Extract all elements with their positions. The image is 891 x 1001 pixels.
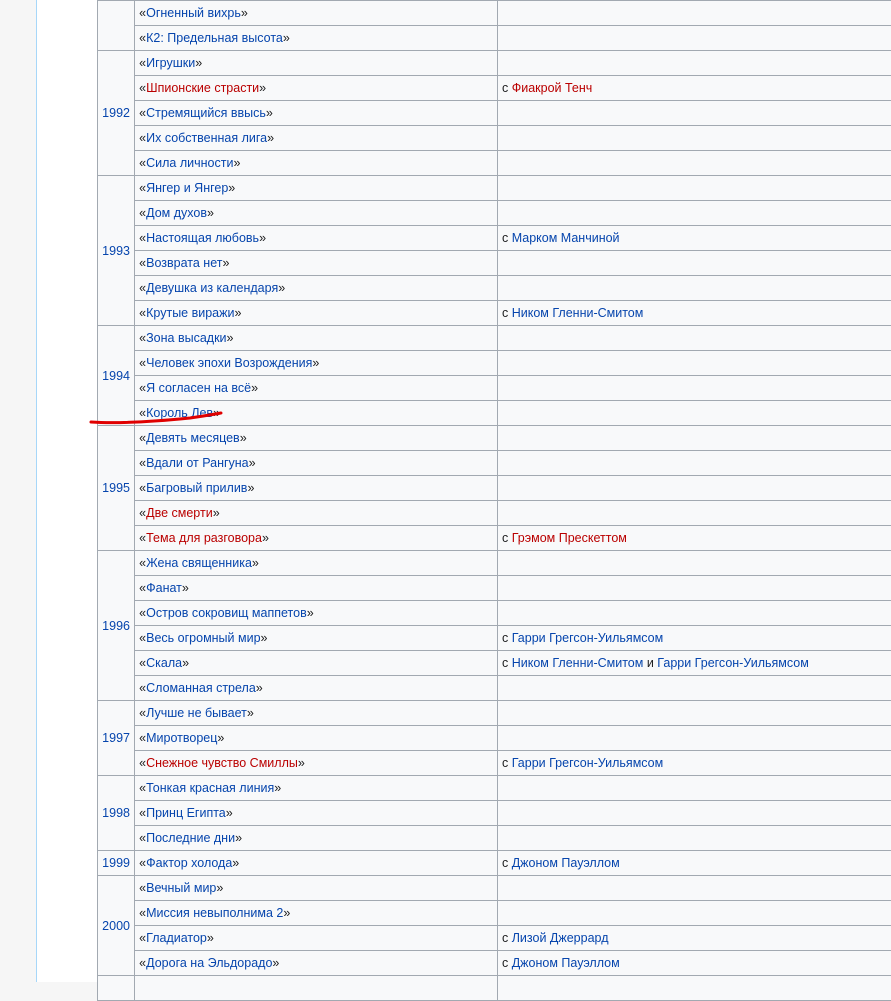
quote-open: « [139, 631, 146, 645]
table-row [98, 276, 891, 301]
quote-close: » [247, 481, 254, 495]
collaborator-cell [497, 451, 891, 476]
collaborator-link[interactable]: Гарри Грегсон-Уильямсом [512, 756, 664, 770]
collaborator-cell [497, 376, 891, 401]
quote-open: « [139, 6, 146, 20]
table-row [98, 751, 891, 776]
film-cell [135, 226, 498, 251]
film-title-link[interactable]: Янгер и Янгер [146, 181, 228, 195]
table-row [98, 826, 891, 851]
quote-open: « [139, 456, 146, 470]
table-row [98, 926, 891, 951]
film-cell [135, 526, 498, 551]
collaborator-cell [497, 751, 891, 776]
quote-close: » [240, 431, 247, 445]
table-row [98, 76, 891, 101]
year-cell [98, 976, 135, 1001]
collaborator-cell [497, 301, 891, 326]
film-title-link[interactable]: Снежное чувство Смиллы [146, 756, 298, 770]
quote-close: » [233, 156, 240, 170]
film-cell [135, 26, 498, 51]
quote-close: » [312, 356, 319, 370]
table-row [98, 351, 891, 376]
film-cell [135, 651, 498, 676]
quote-close: » [217, 731, 224, 745]
film-cell [135, 851, 498, 876]
collaborator-cell [497, 426, 891, 451]
film-title-link[interactable]: Две смерти [146, 506, 213, 520]
collaborator-cell [497, 251, 891, 276]
quote-close: » [262, 531, 269, 545]
collaborator-link[interactable]: Лизой Джеррард [512, 931, 609, 945]
collaborator-cell [497, 576, 891, 601]
table-row [98, 376, 891, 401]
quote-open: « [139, 481, 146, 495]
collaborator-prefix: с [502, 656, 512, 670]
film-title-link[interactable]: Лучше не бывает [146, 706, 247, 720]
film-cell [135, 976, 498, 1001]
quote-close: » [307, 606, 314, 620]
quote-close: » [232, 856, 239, 870]
film-cell [135, 701, 498, 726]
film-title-link[interactable]: Последние дни [146, 831, 235, 845]
table-row [98, 901, 891, 926]
collaborator-cell [497, 926, 891, 951]
table-row [98, 451, 891, 476]
collaborator-cell [497, 201, 891, 226]
film-title-link[interactable]: Их собственная лига [146, 131, 267, 145]
quote-open: « [139, 306, 146, 320]
film-cell [135, 426, 498, 451]
film-title-link[interactable]: Огненный вихрь [146, 6, 241, 20]
table-row [98, 1, 891, 26]
film-title-link[interactable]: Дом духов [146, 206, 207, 220]
collaborator-link[interactable]: Грэмом Прескеттом [512, 531, 627, 545]
collaborator-link[interactable]: Гарри Грегсон-Уильямсом [512, 631, 664, 645]
quote-open: « [139, 906, 146, 920]
quote-open: « [139, 731, 146, 745]
film-title-link[interactable]: Крутые виражи [146, 306, 234, 320]
film-cell [135, 376, 498, 401]
table-row [98, 601, 891, 626]
table-row [98, 401, 891, 426]
quote-open: « [139, 706, 146, 720]
collaborator-prefix: с [502, 231, 512, 245]
film-cell [135, 1, 498, 26]
collaborator-cell [497, 976, 891, 1001]
quote-close: » [261, 631, 268, 645]
quote-open: « [139, 881, 146, 895]
year-link[interactable]: 1994 [102, 369, 130, 383]
collaborator-link[interactable]: Джоном Пауэллом [512, 956, 620, 970]
table-row [98, 426, 891, 451]
collaborator-link[interactable]: Фиакрой Тенч [512, 81, 593, 95]
film-cell [135, 576, 498, 601]
film-cell [135, 326, 498, 351]
quote-open: « [139, 756, 146, 770]
quote-open: « [139, 806, 146, 820]
quote-close: » [182, 581, 189, 595]
table-row [98, 201, 891, 226]
film-cell [135, 601, 498, 626]
film-title-link[interactable]: Девять месяцев [146, 431, 240, 445]
table-row [98, 501, 891, 526]
quote-close: » [226, 806, 233, 820]
table-row [98, 226, 891, 251]
film-title-link[interactable]: Шпионские страсти [146, 81, 259, 95]
quote-close: » [251, 381, 258, 395]
collaborator-cell [497, 826, 891, 851]
quote-close: » [241, 6, 248, 20]
quote-open: « [139, 581, 146, 595]
quote-open: « [139, 256, 146, 270]
quote-open: « [139, 656, 146, 670]
table-row [98, 876, 891, 901]
quote-open: « [139, 356, 146, 370]
collaborator-link[interactable]: Джоном Пауэллом [512, 856, 620, 870]
film-title-link[interactable]: Возврата нет [146, 256, 222, 270]
collaborator-cell [497, 526, 891, 551]
quote-open: « [139, 606, 146, 620]
film-cell [135, 926, 498, 951]
quote-open: « [139, 106, 146, 120]
film-title-link[interactable]: Вечный мир [146, 881, 216, 895]
quote-open: « [139, 781, 146, 795]
quote-close: » [266, 106, 273, 120]
table-row [98, 676, 891, 701]
film-title-link[interactable]: Настоящая любовь [146, 231, 259, 245]
filmography-table [97, 0, 891, 1001]
table-row [98, 551, 891, 576]
quote-close: » [213, 406, 220, 420]
table-row [98, 951, 891, 976]
film-title-link[interactable]: Багровый прилив [146, 481, 247, 495]
year-cell[interactable] [98, 326, 135, 426]
collaborator-cell [497, 601, 891, 626]
collaborator-cell [497, 551, 891, 576]
collaborator-cell [497, 76, 891, 101]
film-title-link[interactable]: К2: Предельная высота [146, 31, 283, 45]
film-cell [135, 501, 498, 526]
collaborator-cell [497, 401, 891, 426]
collaborator-link[interactable]: Ником Гленни-Смитом [512, 306, 644, 320]
collaborator-cell [497, 176, 891, 201]
quote-close: » [182, 656, 189, 670]
year-link[interactable]: 1992 [102, 106, 130, 120]
quote-close: » [207, 931, 214, 945]
year-cell[interactable] [98, 851, 135, 876]
film-title-link[interactable]: Весь огромный мир [146, 631, 260, 645]
film-cell [135, 626, 498, 651]
quote-close: » [259, 231, 266, 245]
quote-close: » [216, 881, 223, 895]
quote-open: « [139, 231, 146, 245]
film-cell [135, 101, 498, 126]
film-cell [135, 151, 498, 176]
table-row [98, 576, 891, 601]
quote-open: « [139, 381, 146, 395]
collaborator-cell [497, 351, 891, 376]
table-row [98, 26, 891, 51]
film-cell [135, 251, 498, 276]
quote-open: « [139, 406, 146, 420]
table-row [98, 726, 891, 751]
filmography-table-body [98, 1, 891, 1001]
film-cell [135, 351, 498, 376]
film-cell [135, 476, 498, 501]
year-link[interactable]: 1993 [102, 244, 130, 258]
year-cell[interactable] [98, 51, 135, 176]
quote-close: » [252, 556, 259, 570]
film-cell [135, 801, 498, 826]
film-title-link[interactable]: Фанат [146, 581, 182, 595]
quote-close: » [283, 31, 290, 45]
quote-open: « [139, 556, 146, 570]
film-title-link[interactable]: Зона высадки [146, 331, 226, 345]
film-title-link[interactable]: Тонкая красная линия [146, 781, 274, 795]
film-cell [135, 451, 498, 476]
quote-close: » [267, 131, 274, 145]
table-row [98, 701, 891, 726]
year-cell[interactable] [98, 426, 135, 551]
year-cell[interactable] [98, 776, 135, 851]
film-title-link[interactable]: Остров сокровищ маппетов [146, 606, 307, 620]
film-title-link[interactable]: Человек эпохи Возрождения [146, 356, 312, 370]
table-row [98, 151, 891, 176]
table-row [98, 801, 891, 826]
quote-close: » [259, 81, 266, 95]
collaborator-cell [497, 151, 891, 176]
quote-close: » [298, 756, 305, 770]
collaborator-cell [497, 276, 891, 301]
quote-close: » [235, 831, 242, 845]
year-link[interactable]: 2000 [102, 919, 130, 933]
quote-close: » [234, 306, 241, 320]
collaborator-link[interactable]: Марком Манчиной [512, 231, 620, 245]
film-cell [135, 726, 498, 751]
film-cell [135, 51, 498, 76]
quote-close: » [272, 956, 279, 970]
film-title-link[interactable]: Миссия невыполнима 2 [146, 906, 283, 920]
table-row [98, 176, 891, 201]
film-title-link[interactable]: Я согласен на всё [146, 381, 251, 395]
collaborator-cell [497, 326, 891, 351]
table-row [98, 251, 891, 276]
film-title-link[interactable]: Сила личности [146, 156, 233, 170]
collaborator-cell [497, 701, 891, 726]
collaborator-prefix: и [643, 656, 657, 670]
quote-open: « [139, 331, 146, 345]
film-title-link[interactable]: Девушка из календаря [146, 281, 278, 295]
collaborator-cell [497, 626, 891, 651]
quote-close: » [247, 706, 254, 720]
film-title-link[interactable]: Фактор холода [146, 856, 232, 870]
quote-close: » [283, 906, 290, 920]
film-title-link[interactable]: Жена священника [146, 556, 252, 570]
quote-open: « [139, 506, 146, 520]
film-cell [135, 76, 498, 101]
quote-open: « [139, 931, 146, 945]
film-title-link[interactable]: Сломанная стрела [146, 681, 256, 695]
film-cell [135, 126, 498, 151]
quote-close: » [213, 506, 220, 520]
quote-close: » [195, 56, 202, 70]
film-title-link[interactable]: Дорога на Эльдорадо [146, 956, 272, 970]
year-link[interactable]: 1995 [102, 481, 130, 495]
collaborator-link[interactable]: Гарри Грегсон-Уильямсом [657, 656, 809, 670]
film-cell [135, 401, 498, 426]
collaborator-cell [497, 1, 891, 26]
collaborator-cell [497, 126, 891, 151]
film-title-link[interactable]: Игрушки [146, 56, 195, 70]
year-link[interactable]: 1996 [102, 619, 130, 633]
film-cell [135, 751, 498, 776]
quote-close: » [228, 181, 235, 195]
table-row [98, 301, 891, 326]
year-link[interactable]: 1997 [102, 731, 130, 745]
film-cell [135, 901, 498, 926]
collaborator-cell [497, 851, 891, 876]
quote-close: » [278, 281, 285, 295]
collaborator-cell [497, 51, 891, 76]
page-content [36, 0, 891, 982]
quote-open: « [139, 131, 146, 145]
table-row [98, 326, 891, 351]
collaborator-cell [497, 951, 891, 976]
film-title-link[interactable]: Гладиатор [146, 931, 207, 945]
quote-open: « [139, 431, 146, 445]
collaborator-cell [497, 776, 891, 801]
collaborator-prefix: с [502, 81, 512, 95]
quote-open: « [139, 956, 146, 970]
year-cell[interactable] [98, 701, 135, 776]
table-row [98, 776, 891, 801]
quote-open: « [139, 856, 146, 870]
table-row [98, 626, 891, 651]
film-title-link[interactable]: Скала [146, 656, 182, 670]
collaborator-cell [497, 651, 891, 676]
quote-open: « [139, 156, 146, 170]
film-title-link[interactable]: Тема для разговора [146, 531, 262, 545]
quote-close: » [227, 331, 234, 345]
table-row [98, 126, 891, 151]
film-cell [135, 276, 498, 301]
year-cell[interactable] [98, 876, 135, 976]
quote-open: « [139, 181, 146, 195]
collaborator-cell [497, 101, 891, 126]
film-cell [135, 951, 498, 976]
collaborator-prefix: с [502, 306, 512, 320]
film-title-link[interactable]: Король Лев [146, 406, 213, 420]
collaborator-prefix: с [502, 856, 512, 870]
collaborator-prefix: с [502, 931, 512, 945]
table-row [98, 976, 891, 1001]
year-link[interactable]: 1999 [102, 856, 130, 870]
quote-open: « [139, 281, 146, 295]
quote-close: » [249, 456, 256, 470]
collaborator-cell [497, 876, 891, 901]
quote-close: » [274, 781, 281, 795]
year-link[interactable]: 1998 [102, 806, 130, 820]
film-cell [135, 176, 498, 201]
film-title-link[interactable]: Стремящийся ввысь [146, 106, 266, 120]
quote-open: « [139, 31, 146, 45]
quote-open: « [139, 56, 146, 70]
film-cell [135, 776, 498, 801]
year-cell[interactable] [98, 176, 135, 326]
year-cell[interactable] [98, 551, 135, 701]
film-cell [135, 676, 498, 701]
quote-open: « [139, 681, 146, 695]
film-title-link[interactable]: Принц Египта [146, 806, 226, 820]
table-row [98, 651, 891, 676]
table-row [98, 526, 891, 551]
collaborator-cell [497, 726, 891, 751]
collaborator-prefix: с [502, 531, 512, 545]
film-cell [135, 876, 498, 901]
collaborator-cell [497, 226, 891, 251]
table-row [98, 476, 891, 501]
film-cell [135, 201, 498, 226]
quote-close: » [222, 256, 229, 270]
collaborator-prefix: с [502, 631, 512, 645]
table-row [98, 51, 891, 76]
collaborator-cell [497, 501, 891, 526]
quote-close: » [256, 681, 263, 695]
year-cell [98, 1, 135, 51]
film-cell [135, 301, 498, 326]
collaborator-cell [497, 801, 891, 826]
quote-open: « [139, 831, 146, 845]
collaborator-cell [497, 26, 891, 51]
collaborator-cell [497, 676, 891, 701]
collaborator-prefix: с [502, 756, 512, 770]
film-title-link[interactable]: Миротворец [146, 731, 217, 745]
collaborator-prefix: с [502, 956, 512, 970]
quote-open: « [139, 81, 146, 95]
collaborator-cell [497, 476, 891, 501]
collaborator-cell [497, 901, 891, 926]
table-row [98, 101, 891, 126]
film-cell [135, 551, 498, 576]
collaborator-link[interactable]: Ником Гленни-Смитом [512, 656, 644, 670]
quote-close: » [207, 206, 214, 220]
film-title-link[interactable]: Вдали от Рангуна [146, 456, 249, 470]
table-row [98, 851, 891, 876]
quote-open: « [139, 206, 146, 220]
film-cell [135, 826, 498, 851]
quote-open: « [139, 531, 146, 545]
